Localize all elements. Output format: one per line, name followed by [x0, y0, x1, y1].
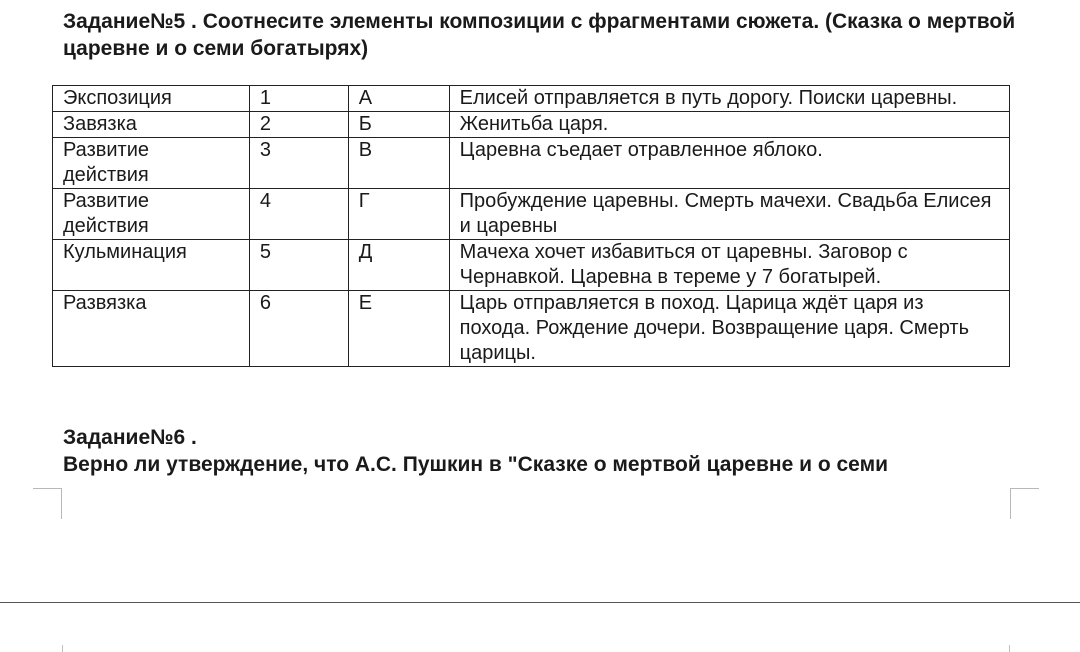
task6-question: Верно ли утверждение, что А.С. Пушкин в "Сказке о мертвой царевне и о семи: [63, 453, 889, 476]
number-cell: 5: [249, 240, 348, 291]
number-cell: 1: [249, 86, 348, 112]
table-row: [53, 291, 1010, 367]
number-cell: 6: [249, 291, 348, 367]
table-row: [53, 138, 1010, 189]
composition-element-cell: Развязка: [53, 291, 250, 367]
letter-cell: Б: [348, 112, 449, 138]
composition-element-cell: Развитие действия: [53, 138, 250, 189]
task5-title: Задание№5 . Соотнесите элементы композиции с фрагментами сюжета. (Сказка о мертвой царевне и о семи богатырях): [63, 10, 1016, 60]
table-row: [53, 86, 1010, 112]
composition-element-cell: Завязка: [53, 112, 250, 138]
letter-cell: Д: [348, 240, 449, 291]
plot-fragment-cell: Женитьба царя.: [449, 112, 1009, 138]
letter-cell: А: [348, 86, 449, 112]
table-row: [53, 240, 1010, 291]
composition-element-cell: Кульминация: [53, 240, 250, 291]
number-cell: 3: [249, 138, 348, 189]
table-row: [53, 189, 1010, 240]
plot-fragment-cell: Царь отправляется в поход. Царица ждёт царя из похода. Рождение дочери. Возвращение царя. Смерть царицы.: [449, 291, 1009, 367]
task6-block: [63, 424, 1023, 478]
task6-title: Задание№6 .: [63, 426, 197, 449]
letter-cell: Е: [348, 291, 449, 367]
letter-cell: В: [348, 138, 449, 189]
margin-tick-left: [62, 645, 63, 652]
composition-element-cell: Экспозиция: [53, 86, 250, 112]
number-cell: 2: [249, 112, 348, 138]
plot-fragment-cell: Елисей отправляется в путь дорогу. Поиски царевны.: [449, 86, 1009, 112]
plot-fragment-cell: Царевна съедает отравленное яблоко.: [449, 138, 1009, 189]
letter-cell: Г: [348, 189, 449, 240]
number-cell: 4: [249, 189, 348, 240]
matching-table: [52, 85, 1010, 367]
margin-corner-mark-left: [33, 488, 62, 519]
composition-element-cell: Развитие действия: [53, 189, 250, 240]
margin-tick-right: [1009, 645, 1010, 652]
margin-corner-mark-right: [1010, 488, 1039, 519]
plot-fragment-cell: Мачеха хочет избавиться от царевны. Заговор с Чернавкой. Царевна в тереме у 7 богатырей.: [449, 240, 1009, 291]
plot-fragment-cell: Пробуждение царевны. Смерть мачехи. Свадьба Елисея и царевны: [449, 189, 1009, 240]
page-break-divider: [0, 602, 1080, 603]
table-row: [53, 112, 1010, 138]
